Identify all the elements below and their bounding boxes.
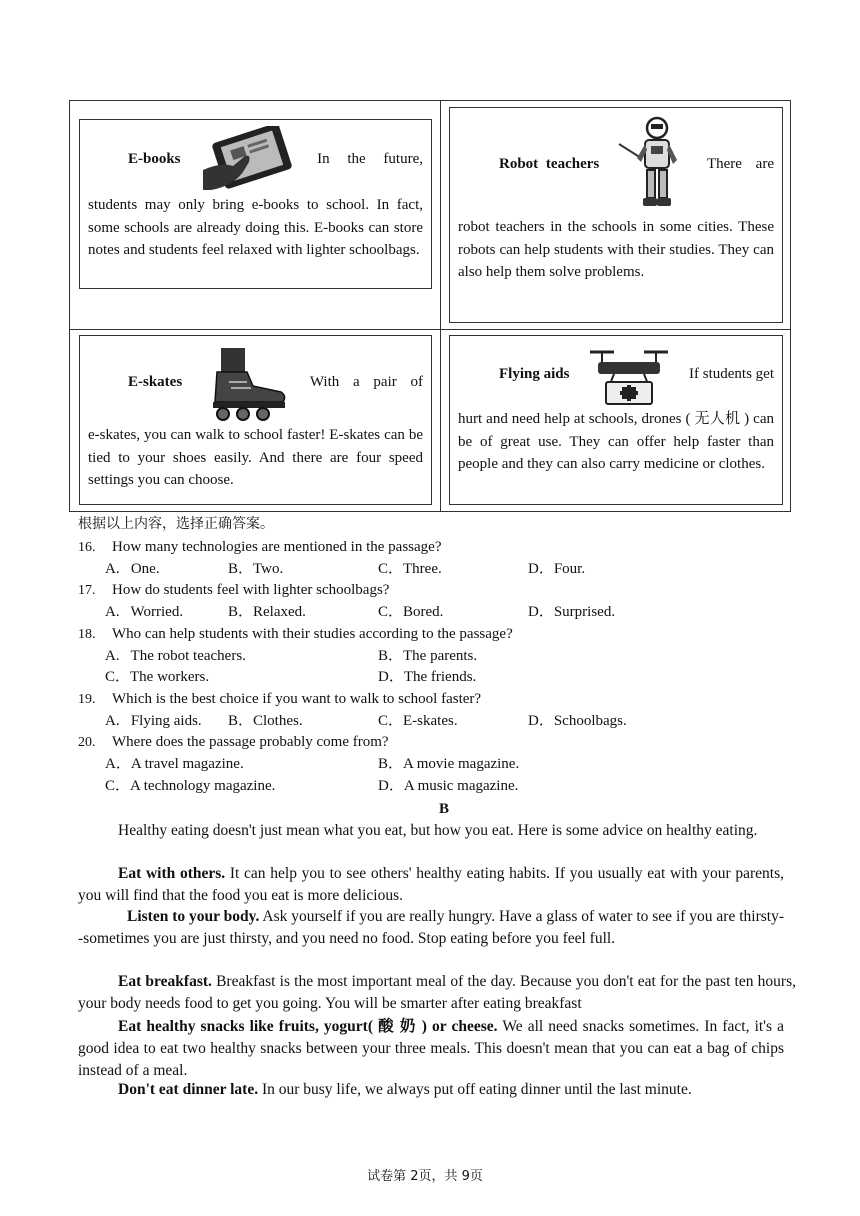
- tip-eat-breakfast: [78, 971, 796, 1015]
- question-18: [78, 624, 513, 645]
- option-16-a[interactable]: A. One.: [105, 561, 160, 577]
- question-19: [78, 689, 481, 710]
- option-16-c[interactable]: C．Three.: [378, 561, 442, 577]
- passage-intro: Healthy eating doesn't just mean what you eat, but how you eat. Here is some advice on healthy eating.: [118, 822, 758, 839]
- card-title: E-books: [128, 150, 181, 167]
- card-body: e-skates, you can walk to school faster! E-skates can be tied to your shoes easily. And there are four speed settings you can choose.: [88, 427, 423, 488]
- option-20-d[interactable]: D．A music magazine.: [378, 778, 519, 794]
- option-20-b[interactable]: B．A movie magazine.: [378, 756, 520, 772]
- question-16: [78, 537, 441, 558]
- tip-text: We all need snacks sometimes. In fact, it's a good idea to eat two healthy snacks between your three meals. This doesn't mean that you can eat a bag of chips instead of a meal.: [78, 1018, 784, 1079]
- option-19-b[interactable]: B．Clothes.: [228, 713, 303, 729]
- option-19-d[interactable]: D．Schoolbags.: [528, 713, 627, 729]
- card-title: Flying aids: [499, 365, 570, 382]
- card-eskates: [79, 335, 432, 505]
- question-number: 18.: [78, 627, 96, 642]
- question-17: [78, 580, 389, 601]
- instruction: 根据以上内容，选择正确答案。: [78, 516, 274, 532]
- tip-text: Breakfast is the most important meal of the day. Because you don't eat for the past ten hours, your body needs food to get you going. You will be smarter after eating breakfast: [78, 973, 796, 1012]
- tip-heading: Eat with others.: [118, 865, 226, 882]
- question-number: 17.: [78, 583, 96, 598]
- tip-text: It can help you to see others' healthy eating habits. If you usually eat with your parents, you will find that the food you eat is more delicious.: [78, 865, 785, 904]
- option-18-b[interactable]: B．The parents.: [378, 648, 478, 664]
- option-17-d[interactable]: D．Surprised.: [528, 604, 616, 620]
- tip-eat-with-others: [78, 863, 784, 907]
- option-17-c[interactable]: C．Bored.: [378, 604, 444, 620]
- option-20-c[interactable]: C．A technology magazine.: [105, 778, 276, 794]
- option-19-c[interactable]: C．E-skates.: [378, 713, 458, 729]
- option-16-d[interactable]: D．Four.: [528, 561, 586, 577]
- option-17-b[interactable]: B．Relaxed.: [228, 604, 306, 620]
- tablet-hand-icon: [203, 126, 295, 192]
- drone-icon: [584, 342, 674, 406]
- question-text: Which is the best choice if you want to walk to school faster?: [112, 691, 482, 707]
- card-lead-text: There are: [706, 155, 774, 172]
- card-title: Robot teachers: [499, 155, 600, 172]
- card-lead-text: In the future,: [317, 150, 423, 167]
- option-17-a[interactable]: A. Worried.: [105, 604, 184, 620]
- option-18-c[interactable]: C．The workers.: [105, 669, 210, 685]
- question-20: [78, 732, 389, 753]
- card-body: hurt and need help at schools, drones ( 无人机 ) can be of great use. They can offer help faster than people and they can also carry medicine or clothes.: [458, 411, 774, 472]
- question-number: 16.: [78, 540, 96, 555]
- tip-heading: Listen to your body.: [127, 908, 260, 925]
- tip-heading: Don't eat dinner late.: [118, 1081, 259, 1098]
- question-text: Where does the passage probably come from?: [112, 734, 389, 750]
- card-lead-text: With a pair of: [309, 373, 423, 390]
- robot-icon: [615, 114, 691, 214]
- tip-healthy-snacks: [78, 1016, 784, 1082]
- table-divider-vertical: [440, 101, 441, 511]
- tip-text: In our busy life, we always put off eating dinner until the last minute.: [258, 1081, 692, 1098]
- question-text: Who can help students with their studies according to the passage?: [112, 626, 513, 642]
- question-text: How do students feel with lighter schoolbags?: [112, 582, 390, 598]
- section-heading: B: [438, 801, 449, 817]
- card-lead-text: If students get: [689, 365, 774, 382]
- option-18-a[interactable]: A. The robot teachers.: [105, 648, 246, 664]
- card-title: E-skates: [128, 373, 183, 390]
- card-flying-aids: [449, 335, 783, 505]
- card-body: students may only bring e-books to school. In fact, some schools are already doing this. E-books can store notes and students feel relaxed with lighter schoolbags.: [88, 197, 423, 258]
- page-footer: 试卷第 2页，共 9页: [367, 1169, 483, 1184]
- option-18-d[interactable]: D．The friends.: [378, 669, 477, 685]
- question-text: How many technologies are mentioned in the passage?: [112, 539, 442, 555]
- option-16-b[interactable]: B．Two.: [228, 561, 284, 577]
- tip-text: Ask yourself if you are really hungry. Have a glass of water to see if you are thirsty--sometimes you are just thirsty, and you need no food. Stop eating before you feel full.: [78, 908, 784, 947]
- question-number: 20.: [78, 735, 96, 750]
- tip-heading: Eat healthy snacks like fruits, yogurt( 酸 奶 ) or cheese.: [118, 1018, 498, 1035]
- skate-shoe-icon: [203, 342, 289, 422]
- tip-listen-to-body: [78, 906, 784, 950]
- card-robot-teachers: [449, 107, 783, 323]
- tip-dinner-late: [78, 1079, 784, 1101]
- card-ebooks: [79, 119, 432, 289]
- option-20-a[interactable]: A．A travel magazine.: [105, 756, 244, 772]
- card-body: robot teachers in the schools in some cities. These robots can help students with their studies. They can also help them solve problems.: [458, 219, 774, 280]
- table-divider-horizontal: [70, 329, 790, 330]
- tip-heading: Eat breakfast.: [118, 973, 212, 990]
- question-number: 19.: [78, 692, 96, 707]
- option-19-a[interactable]: A. Flying aids.: [105, 713, 202, 729]
